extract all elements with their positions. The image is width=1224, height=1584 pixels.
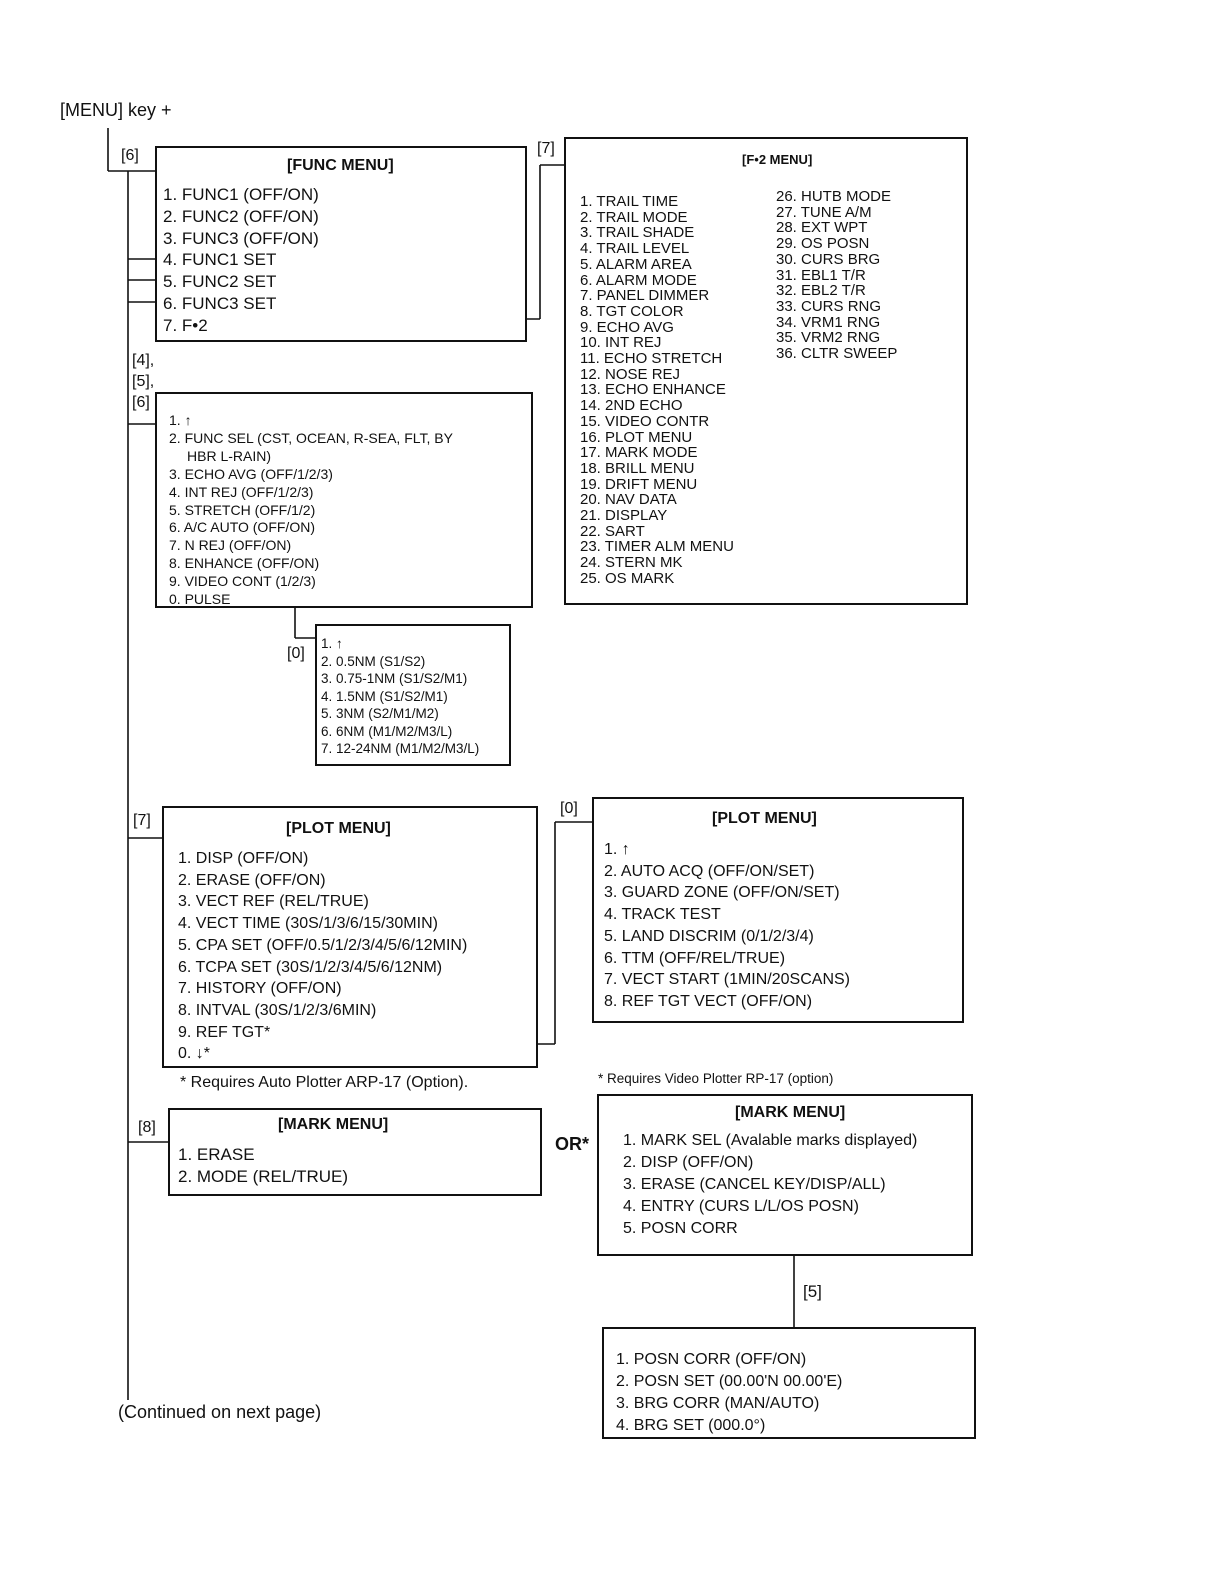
f2-item[interactable]: 9. ECHO AVG — [580, 318, 674, 336]
plot-item[interactable]: 3. VECT REF (REL/TRUE) — [178, 893, 369, 911]
f2-item[interactable]: 15. VIDEO CONTR — [580, 412, 710, 430]
func-set-menu-box — [155, 392, 533, 608]
menu-key-label: [MENU] key + — [60, 100, 172, 120]
f2-menu-col2 — [776, 189, 897, 362]
plot-menu-2-note: * Requires Video Plotter RP-17 (option) — [598, 1071, 834, 1086]
f2-item[interactable]: 27. TUNE A/M — [776, 203, 872, 221]
func-set-item[interactable]: 6. A/C AUTO (OFF/ON) — [169, 519, 315, 536]
func-set-item: HBR L-RAIN) — [187, 447, 272, 464]
plot2-item[interactable]: 1. ↑ — [604, 841, 630, 858]
plot-item[interactable]: 5. CPA SET (OFF/0.5/1/2/3/4/5/6/12MIN) — [178, 936, 468, 954]
pulse-item[interactable]: 5. 3NM (S2/M1/M2) — [321, 706, 439, 721]
f2-menu-col1 — [580, 194, 734, 587]
plot-item[interactable]: 4. VECT TIME (30S/1/3/6/15/30MIN) — [178, 915, 438, 933]
f2-item[interactable]: 28. EXT WPT — [776, 219, 868, 237]
key-label-5: [5], — [132, 373, 155, 390]
f2-item[interactable]: 6. ALARM MODE — [580, 271, 697, 289]
mark-item[interactable]: 2. MODE (REL/TRUE) — [178, 1166, 349, 1186]
func-menu-item[interactable]: 1. FUNC1 (OFF/ON) — [163, 185, 319, 204]
posn-item[interactable]: 4. BRG SET (000.0°) — [616, 1417, 766, 1434]
plot-item[interactable]: 0. ↓* — [178, 1045, 211, 1063]
f2-item[interactable]: 20. NAV DATA — [580, 491, 677, 509]
f2-item[interactable]: 35. VRM2 RNG — [776, 329, 881, 347]
f2-item[interactable]: 2. TRAIL MODE — [580, 208, 688, 226]
mark-menu-1-list — [178, 1144, 348, 1188]
f2-item[interactable]: 33. CURS RNG — [776, 297, 882, 315]
f2-item[interactable]: 13. ECHO ENHANCE — [580, 381, 726, 399]
key-label-6b: [6] — [132, 394, 150, 411]
pulse-item[interactable]: 3. 0.75-1NM (S1/S2/M1) — [321, 671, 468, 686]
plot2-item[interactable]: 6. TTM (OFF/REL/TRUE) — [604, 949, 786, 967]
f2-menu-title: [F•2 MENU] — [742, 152, 813, 167]
f2-item[interactable]: 3. TRAIL SHADE — [580, 224, 695, 242]
continued-note: (Continued on next page) — [118, 1402, 322, 1422]
f2-item[interactable]: 31. EBL1 T/R — [776, 266, 866, 284]
f2-item[interactable]: 22. SART — [580, 522, 645, 540]
plot2-item[interactable]: 5. LAND DISCRIM (0/1/2/3/4) — [604, 927, 814, 945]
mark2-item[interactable]: 4. ENTRY (CURS L/L/OS POSN) — [623, 1198, 859, 1215]
mark-menu-2-list — [623, 1130, 917, 1240]
f2-item[interactable]: 8. TGT COLOR — [580, 302, 684, 320]
f2-item[interactable]: 10. INT REJ — [580, 334, 662, 352]
f2-item[interactable]: 4. TRAIL LEVEL — [580, 240, 690, 258]
func-set-menu-list — [169, 412, 453, 609]
mark2-item[interactable]: 1. MARK SEL (Avalable marks displayed) — [623, 1132, 918, 1149]
key-label-0-pulse: [0] — [287, 645, 305, 662]
f2-item[interactable]: 24. STERN MK — [580, 554, 683, 572]
func-menu-item[interactable]: 7. F•2 — [163, 315, 208, 335]
f2-menu-box — [564, 137, 968, 605]
plot2-item[interactable]: 7. VECT START (1MIN/20SCANS) — [604, 971, 850, 989]
posn-item[interactable]: 3. BRG CORR (MAN/AUTO) — [616, 1395, 820, 1412]
plot2-item[interactable]: 3. GUARD ZONE (OFF/ON/SET) — [604, 884, 840, 902]
pulse-item[interactable]: 1. ↑ — [321, 636, 343, 651]
func-menu-item[interactable]: 6. FUNC3 SET — [163, 293, 277, 313]
mark-menu-2-title: [MARK MENU] — [735, 1104, 846, 1121]
f2-item[interactable]: 26. HUTB MODE — [776, 188, 892, 205]
f2-item[interactable]: 14. 2ND ECHO — [580, 397, 683, 415]
posn-item[interactable]: 1. POSN CORR (OFF/ON) — [616, 1351, 807, 1368]
plot-menu-2-list — [604, 839, 850, 1013]
f2-item[interactable]: 29. OS POSN — [776, 235, 870, 253]
key-label-4: [4], — [132, 352, 155, 369]
func-menu-item[interactable]: 3. FUNC3 (OFF/ON) — [163, 228, 319, 248]
key-label-8: [8] — [138, 1119, 156, 1136]
plot-item[interactable]: 8. INTVAL (30S/1/2/3/6MIN) — [178, 1001, 377, 1019]
mark2-item[interactable]: 2. DISP (OFF/ON) — [623, 1154, 754, 1171]
func-set-item[interactable]: 5. STRETCH (OFF/1/2) — [169, 501, 316, 518]
func-menu-item[interactable]: 5. FUNC2 SET — [163, 272, 277, 292]
func-set-item[interactable]: 3. ECHO AVG (OFF/1/2/3) — [169, 465, 333, 482]
key-label-6: [6] — [121, 147, 139, 164]
plot2-item[interactable]: 8. REF TGT VECT (OFF/ON) — [604, 992, 813, 1010]
func-menu-list — [163, 184, 319, 337]
func-menu-title: [FUNC MENU] — [287, 157, 394, 174]
func-set-item[interactable]: 0. PULSE — [169, 591, 231, 608]
pulse-item[interactable]: 7. 12-24NM (M1/M2/M3/L) — [321, 741, 480, 756]
mark2-item[interactable]: 3. ERASE (CANCEL KEY/DISP/ALL) — [623, 1176, 886, 1193]
plot-item[interactable]: 6. TCPA SET (30S/1/2/3/4/5/6/12NM) — [178, 958, 443, 976]
key-label-7-f2: [7] — [537, 140, 555, 157]
mark-menu-1-box — [168, 1108, 542, 1196]
pulse-item[interactable]: 6. 6NM (M1/M2/M3/L) — [321, 723, 453, 739]
f2-item[interactable]: 32. EBL2 T/R — [776, 282, 866, 300]
f2-item[interactable]: 19. DRIFT MENU — [580, 475, 698, 493]
pulse-item[interactable]: 2. 0.5NM (S1/S2) — [321, 653, 426, 669]
f2-item[interactable]: 11. ECHO STRETCH — [580, 350, 723, 368]
mark-menu-1-title: [MARK MENU] — [278, 1116, 389, 1133]
key-label-0-plot: [0] — [560, 800, 578, 817]
plot-menu-1-box — [162, 806, 538, 1068]
f2-item[interactable]: 7. PANEL DIMMER — [580, 287, 710, 305]
mark2-item[interactable]: 5. POSN CORR — [623, 1220, 738, 1237]
mark-menu-2-box — [597, 1094, 973, 1256]
f2-item[interactable]: 5. ALARM AREA — [580, 255, 692, 273]
posn-menu-box — [602, 1327, 976, 1439]
plot-menu-1-list — [178, 848, 467, 1065]
plot-item[interactable]: 9. REF TGT* — [178, 1023, 271, 1041]
f2-item[interactable]: 30. CURS BRG — [776, 250, 881, 268]
f2-item[interactable]: 16. PLOT MENU — [580, 428, 693, 446]
plot-menu-1-title: [PLOT MENU] — [286, 820, 391, 837]
func-set-item[interactable]: 8. ENHANCE (OFF/ON) — [169, 555, 320, 572]
plot-menu-2-title: [PLOT MENU] — [712, 810, 817, 827]
func-set-item[interactable]: 2. FUNC SEL (CST, OCEAN, R-SEA, FLT, BY — [169, 429, 453, 446]
f2-item[interactable]: 17. MARK MODE — [580, 444, 698, 462]
pulse-item[interactable]: 4. 1.5NM (S1/S2/M1) — [321, 688, 448, 704]
f2-connector-stub — [222, 318, 234, 321]
plot2-item[interactable]: 4. TRACK TEST — [604, 906, 721, 924]
func-set-item[interactable]: 9. VIDEO CONT (1/2/3) — [169, 573, 316, 590]
func-menu-box — [155, 146, 527, 342]
plot-item[interactable]: 2. ERASE (OFF/ON) — [178, 871, 326, 889]
posn-item[interactable]: 2. POSN SET (00.00'N 00.00'E) — [616, 1373, 843, 1390]
func-set-item[interactable]: 4. INT REJ (OFF/1/2/3) — [169, 483, 314, 500]
plot-menu-2-box — [592, 797, 964, 1023]
key-label-7-plot: [7] — [133, 812, 151, 829]
key-label-5-posn: [5] — [803, 1282, 822, 1301]
f2-item[interactable]: 25. OS MARK — [580, 569, 675, 587]
f2-item[interactable]: 12. NOSE REJ — [580, 365, 681, 383]
mark-item[interactable]: 1. ERASE — [178, 1145, 255, 1164]
pulse-menu-list — [321, 635, 479, 758]
func-set-item[interactable]: 1. ↑ — [169, 412, 192, 428]
posn-menu-list — [616, 1349, 842, 1437]
or-label: OR* — [555, 1134, 590, 1154]
f2-item[interactable]: 23. TIMER ALM MENU — [580, 538, 734, 556]
pulse-menu-box — [315, 624, 511, 766]
f2-item[interactable]: 21. DISPLAY — [580, 507, 668, 525]
func-set-item[interactable]: 7. N REJ (OFF/ON) — [169, 537, 292, 554]
func-menu-item[interactable]: 2. FUNC2 (OFF/ON) — [163, 206, 319, 226]
func-menu-item[interactable]: 4. FUNC1 SET — [163, 250, 277, 270]
plot-item[interactable]: 7. HISTORY (OFF/ON) — [178, 980, 342, 998]
plot-item[interactable]: 1. DISP (OFF/ON) — [178, 850, 309, 867]
f2-item[interactable]: 18. BRILL MENU — [580, 459, 695, 477]
f2-item[interactable]: 1. TRAIL TIME — [580, 193, 679, 210]
plot2-item[interactable]: 2. AUTO ACQ (OFF/ON/SET) — [604, 862, 815, 880]
f2-item[interactable]: 34. VRM1 RNG — [776, 313, 881, 331]
plot-menu-1-note: * Requires Auto Plotter ARP-17 (Option). — [180, 1074, 469, 1091]
f2-item[interactable]: 36. CLTR SWEEP — [776, 345, 898, 363]
